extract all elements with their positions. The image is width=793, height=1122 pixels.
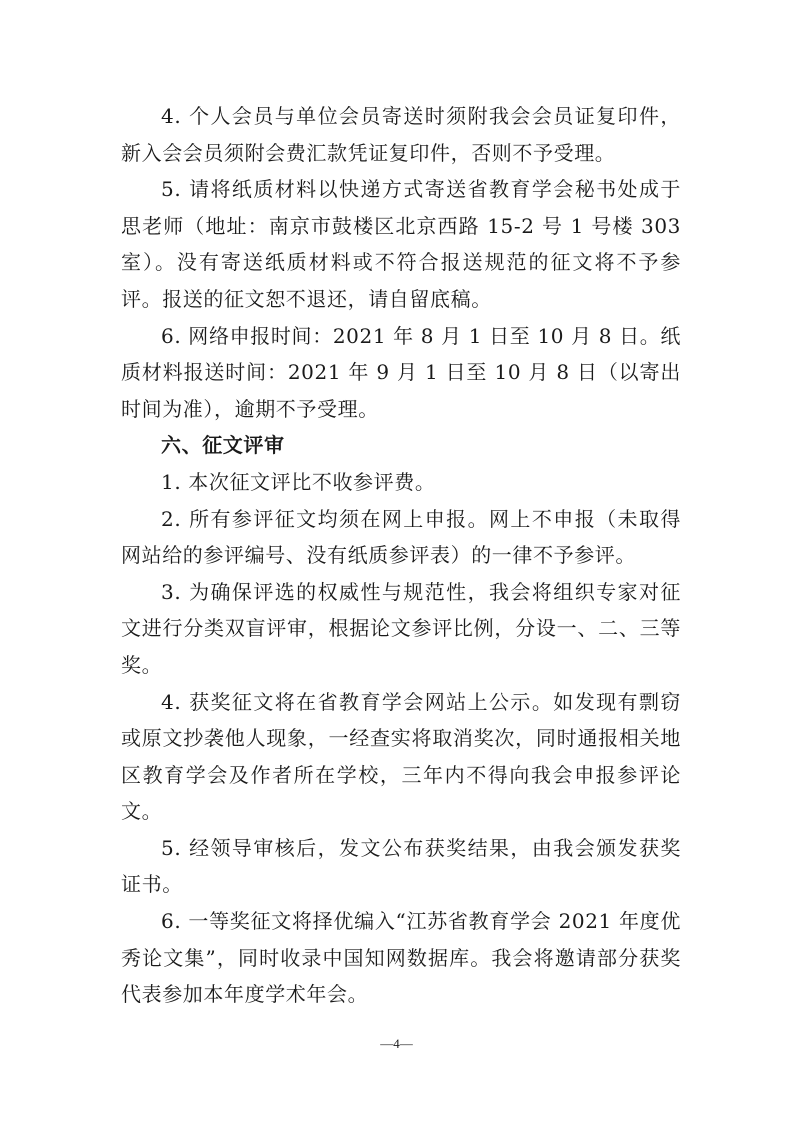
paragraph-mailing-address: 5. 请将纸质材料以快递方式寄送省教育学会秘书处成于思老师（地址：南京市鼓楼区北京西路 15-2 号 1 号楼 303 室）。没有寄送纸质材料或不符合报送规范的征文将不予参评。报送的征文恕不退还，请自留底稿。 [121, 177, 681, 311]
paragraph-collection-inclusion: 6. 一等奖征文将择优编入“江苏省教育学会 2021 年度优秀论文集”，同时收录中国知网数据库。我会将邀请部分获奖代表参加本年度学术年会。 [121, 909, 681, 1007]
paragraph-double-blind-review: 3. 为确保评选的权威性与规范性，我会将组织专家对征文进行分类双盲评审，根据论文参评比例，分设一、二、三等奖。 [121, 579, 681, 677]
paragraph-award-certificates: 5. 经领导审核后，发文公布获奖结果，由我会颁发获奖证书。 [121, 835, 681, 897]
paragraph-submission-dates: 6. 网络申报时间：2021 年 8 月 1 日至 10 月 8 日。纸质材料报送时间：2021 年 9 月 1 日至 10 月 8 日（以寄出时间为准），逾期不予受理。 [121, 323, 681, 421]
paragraph-membership-certificate: 4. 个人会员与单位会员寄送时须附我会会员证复印件，新入会会员须附会费汇款凭证复印件，否则不予受理。 [121, 104, 681, 165]
paragraph-plagiarism-policy: 4. 获奖征文将在省教育学会网站上公示。如发现有剽窃或原文抄袭他人现象，一经查实将取消奖次，同时通报相关地区教育学会及作者所在学校，三年内不得向我会申报参评论文。 [121, 689, 681, 824]
paragraph-online-application: 2. 所有参评征文均须在网上申报。网上不申报（未取得网站给的参评编号、没有纸质参评表）的一律不予参评。 [121, 506, 681, 568]
page-number: —4— [380, 1036, 413, 1051]
paragraph-no-fee: 1. 本次征文评比不收参评费。 [161, 469, 436, 494]
section-heading-review: 六、征文评审 [161, 433, 285, 458]
document-body [121, 98, 681, 1013]
